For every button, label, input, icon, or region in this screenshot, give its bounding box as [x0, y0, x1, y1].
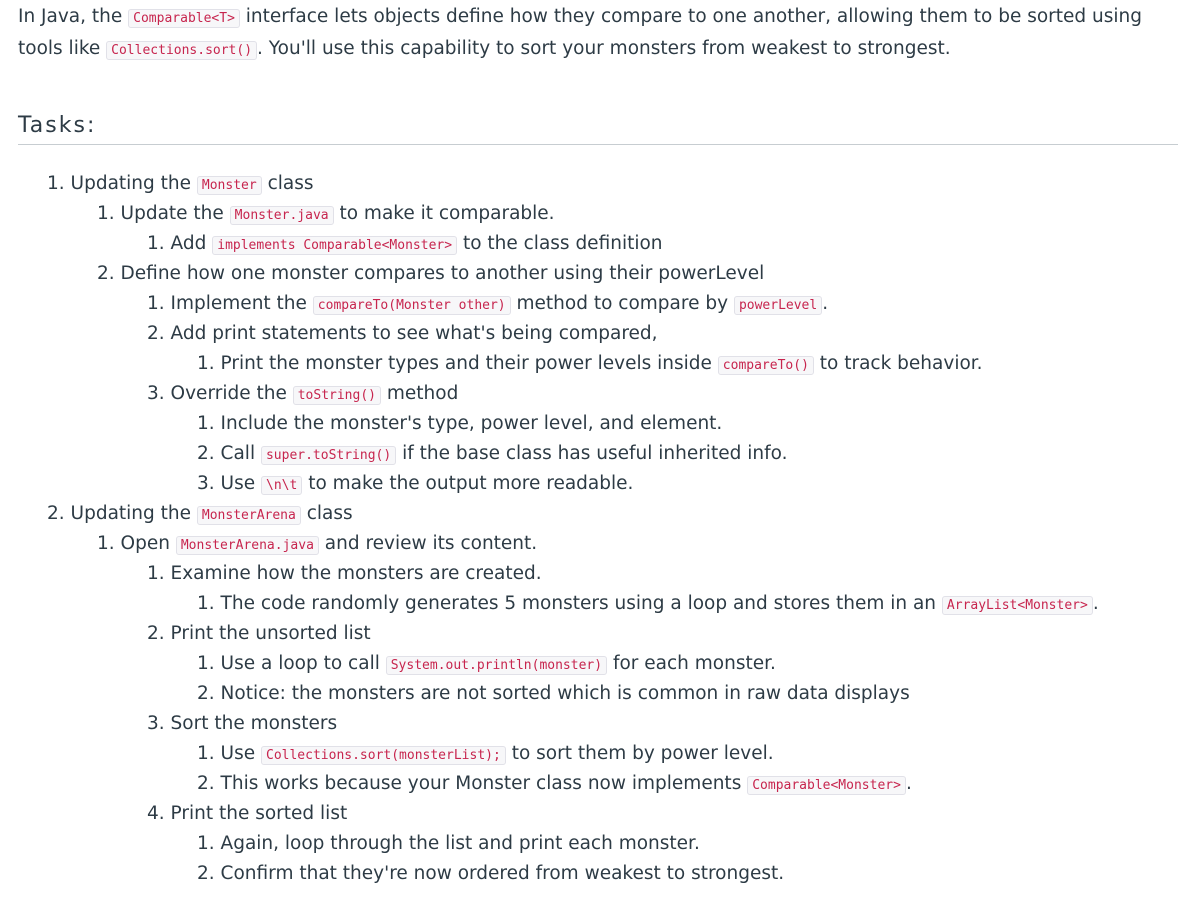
inline-code: Collections.sort(monsterList); [261, 746, 506, 765]
list-item: 3. Override the toString() method [147, 383, 459, 404]
intro-text: . You'll use this capability to sort your monsters from weakest to strongest. [257, 38, 951, 59]
list-item: 2. This works because your Monster class now implements Comparable<Monster> . [197, 773, 912, 794]
inline-code: compareTo(Monster other) [313, 296, 511, 315]
list-item: 3. Sort the monsters [147, 713, 338, 734]
inline-code: compareTo() [718, 356, 814, 375]
list-item: 1. Use a loop to call System.out.println(monster) for each monster. [197, 653, 776, 674]
inline-code: Collections.sort() [106, 41, 257, 60]
list-item: 2. Updating the MonsterArena class [47, 503, 353, 524]
inline-code: Monster [197, 176, 262, 195]
inline-code: Comparable<T> [128, 9, 240, 28]
inline-code: ArrayList<Monster> [942, 596, 1093, 615]
inline-code: MonsterArena.java [176, 536, 319, 555]
list-item: 2. Print the unsorted list [147, 623, 371, 644]
list-item: 1. Print the monster types and their power levels inside compareTo() to track behavior. [197, 353, 983, 374]
inline-code: implements Comparable<Monster> [212, 236, 457, 255]
list-item: 1. Examine how the monsters are created. [147, 563, 542, 584]
inline-code: Monster.java [230, 206, 334, 225]
list-item: 2. Confirm that they're now ordered from weakest to strongest. [197, 863, 785, 884]
inline-code: MonsterArena [197, 506, 301, 525]
inline-code: System.out.println(monster) [386, 656, 607, 675]
heading-divider [18, 144, 1178, 145]
intro-text: In Java, the [18, 6, 129, 27]
list-item: 1. Update the Monster.java to make it comparable. [97, 203, 555, 224]
intro-text: interface lets objects define how they compare to one another, allowing them to be sorted using tools like [18, 6, 1142, 59]
inline-code: Comparable<Monster> [747, 776, 906, 795]
list-item: 1. Open MonsterArena.java and review its content. [97, 533, 538, 554]
intro-paragraph [18, 2, 1173, 66]
list-item: 4. Print the sorted list [147, 803, 348, 824]
list-item: 2. Add print statements to see what's being compared, [147, 323, 658, 344]
list-item: 2. Call super.toString() if the base class has useful inherited info. [197, 443, 788, 464]
list-item: 1. Add implements Comparable<Monster> to the class definition [147, 233, 663, 254]
tasks-heading: Tasks: [18, 113, 97, 138]
list-item: 3. Use \n\t to make the output more readable. [197, 473, 634, 494]
inline-code: powerLevel [734, 296, 822, 315]
list-item: 1. Implement the compareTo(Monster other) method to compare by powerLevel . [147, 293, 829, 314]
inline-code: \n\t [261, 476, 302, 495]
list-item: 1. Updating the Monster class [47, 173, 314, 194]
list-item: 2. Define how one monster compares to another using their powerLevel [97, 263, 765, 284]
list-item: 1. Include the monster's type, power level, and element. [197, 413, 723, 434]
list-item: 1. Use Collections.sort(monsterList); to sort them by power level. [197, 743, 774, 764]
list-item: 2. Notice: the monsters are not sorted which is common in raw data displays [197, 683, 910, 704]
inline-code: toString() [293, 386, 381, 405]
list-item: 1. Again, loop through the list and print each monster. [197, 833, 700, 854]
inline-code: super.toString() [261, 446, 396, 465]
list-item: 1. The code randomly generates 5 monsters using a loop and stores them in an ArrayList<Monster> . [197, 593, 1099, 614]
